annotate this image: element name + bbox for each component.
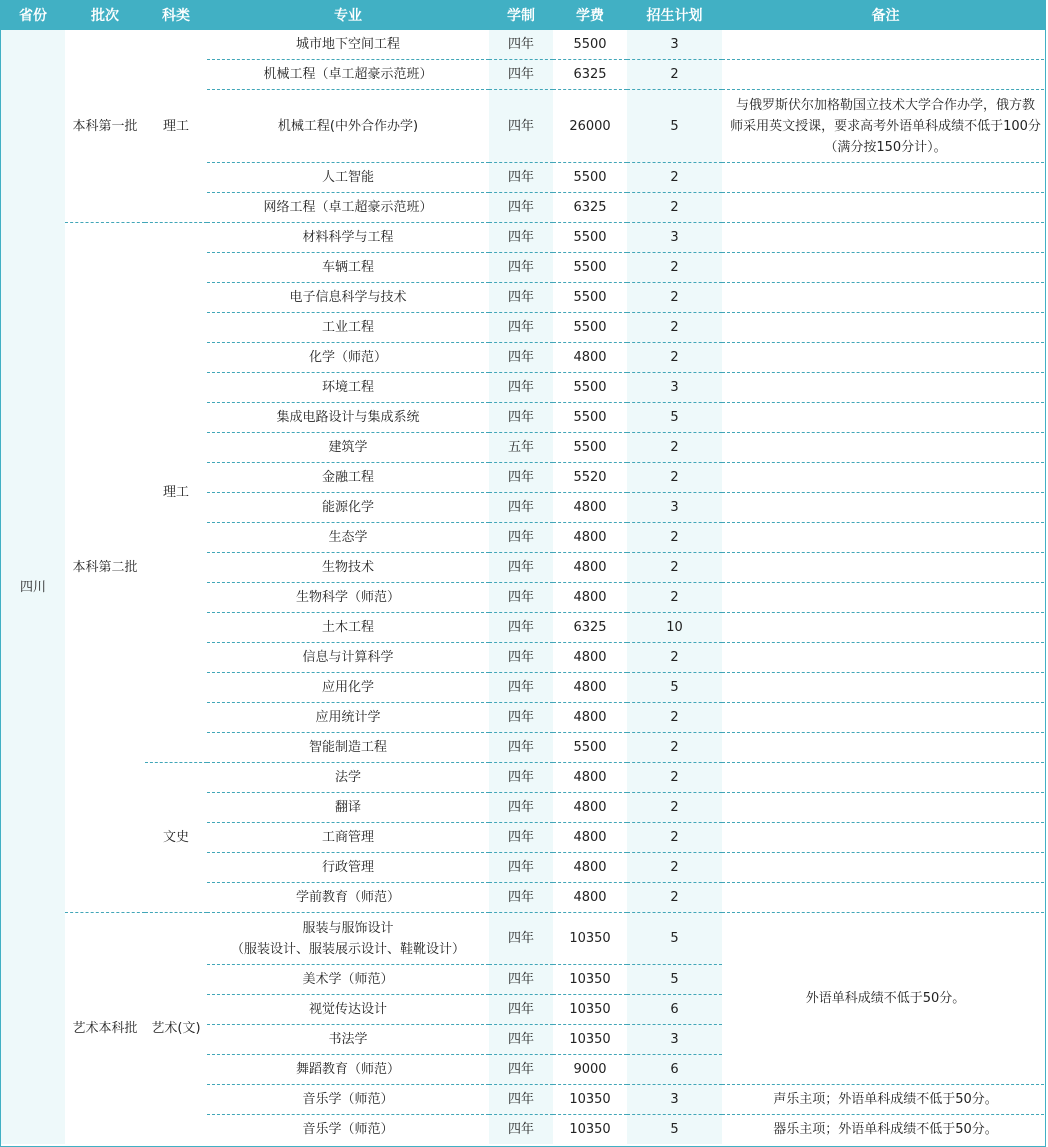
quota-cell: 2 [627, 283, 722, 313]
category-cell-science-2: 理工 [145, 223, 207, 763]
duration-cell: 四年 [489, 373, 553, 403]
major-cell: 应用统计学 [207, 703, 489, 733]
major-cell: 音乐学（师范） [302, 1122, 394, 1137]
note-cell-vocal: 声乐主项；外语单科成绩不低于50分。 [722, 1085, 1046, 1115]
quota-cell: 5 [627, 965, 722, 995]
duration-cell: 四年 [489, 193, 553, 223]
major-cell: 应用化学 [207, 673, 489, 703]
major-cell: 集成电路设计与集成系统 [207, 403, 489, 433]
tuition-cell: 10350 [569, 1122, 611, 1137]
tuition-cell: 5520 [553, 463, 627, 493]
quota-cell: 2 [627, 463, 722, 493]
major-cell: 智能制造工程 [207, 733, 489, 763]
note-cell-instrumental: 器乐主项；外语单科成绩不低于50分。 [773, 1122, 998, 1137]
note-cell [722, 853, 1046, 883]
major-cell: 土木工程 [207, 613, 489, 643]
major-cell-fashion [207, 913, 489, 965]
note-cell [722, 703, 1046, 733]
note-cell [722, 733, 1046, 763]
table-row [1, 763, 1046, 793]
quota-cell: 3 [627, 223, 722, 253]
major-name: 服装与服饰设计 [302, 920, 394, 936]
major-cell: 信息与计算科学 [207, 643, 489, 673]
tuition-cell: 5500 [553, 373, 627, 403]
batch-cell-art: 艺术本科批 [72, 1021, 138, 1036]
duration-cell: 四年 [489, 1055, 553, 1085]
quota-cell: 2 [627, 163, 722, 193]
major-cell: 生物技术 [207, 553, 489, 583]
major-cell: 能源化学 [207, 493, 489, 523]
header-category: 科类 [145, 0, 207, 30]
table-row [1, 30, 1046, 60]
note-cell-sino-russian: 与俄罗斯伏尔加格勒国立技术大学合作办学，俄方教师采用英文授课，要求高考外语单科成绩不低于100分（满分按150分计）。 [722, 90, 1046, 163]
major-cell: 化学（师范） [207, 343, 489, 373]
duration-cell: 四年 [489, 673, 553, 703]
major-cell: 人工智能 [207, 163, 489, 193]
note-cell [722, 403, 1046, 433]
tuition-cell: 4800 [553, 673, 627, 703]
duration-cell: 四年 [489, 30, 553, 60]
batch-cell-second: 本科第二批 [65, 223, 145, 913]
major-cell: 工商管理 [207, 823, 489, 853]
duration-cell: 四年 [489, 613, 553, 643]
quota-cell: 3 [627, 1085, 722, 1115]
note-cell [722, 553, 1046, 583]
tuition-cell: 4800 [553, 763, 627, 793]
tuition-cell: 4800 [553, 823, 627, 853]
quota-cell: 2 [627, 313, 722, 343]
quota-cell: 5 [627, 913, 722, 965]
tuition-cell: 6325 [553, 60, 627, 90]
note-cell-art-foreign-language: 外语单科成绩不低于50分。 [722, 913, 1046, 1085]
tuition-cell: 10350 [553, 995, 627, 1025]
quota-cell: 2 [627, 643, 722, 673]
quota-cell: 2 [627, 253, 722, 283]
tuition-cell: 5500 [553, 733, 627, 763]
header-batch: 批次 [65, 0, 145, 30]
major-cell: 机械工程（卓工超豪示范班） [207, 60, 489, 90]
duration-cell: 四年 [489, 965, 553, 995]
major-cell: 翻译 [207, 793, 489, 823]
quota-cell: 5 [627, 673, 722, 703]
major-cell: 法学 [207, 763, 489, 793]
major-cell: 工业工程 [207, 313, 489, 343]
note-cell [722, 253, 1046, 283]
province-cell: 四川 [1, 30, 65, 1144]
note-cell [722, 523, 1046, 553]
quota-cell: 2 [627, 553, 722, 583]
major-cell: 行政管理 [207, 853, 489, 883]
duration-cell: 四年 [489, 913, 553, 965]
tuition-cell: 5500 [553, 223, 627, 253]
major-cell: 城市地下空间工程 [207, 30, 489, 60]
major-cell: 音乐学（师范） [207, 1085, 489, 1115]
tuition-cell: 10350 [553, 965, 627, 995]
major-cell: 视觉传达设计 [207, 995, 489, 1025]
tuition-cell: 10350 [553, 1025, 627, 1055]
tuition-cell: 4800 [553, 853, 627, 883]
duration-cell: 四年 [489, 493, 553, 523]
tuition-cell: 4800 [553, 493, 627, 523]
note-cell [722, 223, 1046, 253]
tuition-cell: 26000 [553, 90, 627, 163]
header-major: 专业 [207, 0, 489, 30]
note-cell [722, 823, 1046, 853]
major-cell: 机械工程(中外合作办学) [207, 90, 489, 163]
quota-cell: 2 [627, 523, 722, 553]
duration-cell: 四年 [489, 343, 553, 373]
major-cell: 舞蹈教育（师范） [207, 1055, 489, 1085]
tuition-cell: 9000 [553, 1055, 627, 1085]
tuition-cell: 5500 [553, 313, 627, 343]
tuition-cell: 5500 [553, 163, 627, 193]
major-cell: 生物科学（师范） [207, 583, 489, 613]
quota-cell: 5 [627, 90, 722, 163]
duration-cell: 四年 [489, 313, 553, 343]
quota-cell: 2 [627, 883, 722, 913]
tuition-cell: 5500 [553, 433, 627, 463]
tuition-cell: 6325 [553, 613, 627, 643]
note-cell [722, 433, 1046, 463]
tuition-cell: 6325 [553, 193, 627, 223]
duration-cell: 五年 [489, 433, 553, 463]
duration-cell: 四年 [489, 553, 553, 583]
quota-cell: 2 [627, 60, 722, 90]
duration-cell: 四年 [489, 253, 553, 283]
note-cell [722, 583, 1046, 613]
quota-cell: 2 [627, 733, 722, 763]
major-cell: 环境工程 [207, 373, 489, 403]
duration-cell: 四年 [489, 853, 553, 883]
note-cell [722, 60, 1046, 90]
note-cell [722, 643, 1046, 673]
tuition-cell: 5500 [553, 30, 627, 60]
duration-cell: 四年 [489, 1115, 553, 1145]
quota-cell: 2 [627, 823, 722, 853]
duration-cell: 四年 [489, 223, 553, 253]
duration-cell: 四年 [489, 763, 553, 793]
tuition-cell: 4800 [553, 523, 627, 553]
quota-cell: 2 [627, 343, 722, 373]
quota-cell: 5 [627, 403, 722, 433]
header-quota: 招生计划 [627, 0, 722, 30]
category-cell-science-1: 理工 [145, 30, 207, 223]
major-cell: 电子信息科学与技术 [207, 283, 489, 313]
duration-cell: 四年 [489, 1085, 553, 1115]
tuition-cell: 5500 [553, 403, 627, 433]
quota-cell: 5 [627, 1115, 722, 1145]
quota-cell: 2 [627, 193, 722, 223]
quota-cell: 6 [627, 995, 722, 1025]
note-cell [722, 283, 1046, 313]
batch-cell-first: 本科第一批 [65, 30, 145, 223]
duration-cell: 四年 [489, 403, 553, 433]
tuition-cell: 4800 [553, 553, 627, 583]
note-cell [722, 613, 1046, 643]
header-duration: 学制 [489, 0, 553, 30]
quota-cell: 3 [627, 493, 722, 523]
duration-cell: 四年 [489, 733, 553, 763]
duration-cell: 四年 [489, 523, 553, 553]
quota-cell: 2 [627, 793, 722, 823]
duration-cell: 四年 [489, 163, 553, 193]
duration-cell: 四年 [489, 583, 553, 613]
major-cell: 材料科学与工程 [207, 223, 489, 253]
note-cell [722, 343, 1046, 373]
tuition-cell: 4800 [553, 343, 627, 373]
tuition-cell: 5500 [553, 253, 627, 283]
category-cell-art: 艺术(文) [151, 1021, 201, 1036]
major-subtitle: （服装设计、服装展示设计、鞋靴设计） [230, 941, 465, 957]
note-cell [722, 883, 1046, 913]
quota-cell: 6 [627, 1055, 722, 1085]
note-cell [722, 163, 1046, 193]
note-cell [722, 463, 1046, 493]
note-cell [722, 313, 1046, 343]
major-cell: 生态学 [207, 523, 489, 553]
note-cell [722, 493, 1046, 523]
note-cell [722, 673, 1046, 703]
quota-cell: 2 [627, 433, 722, 463]
quota-cell: 3 [627, 30, 722, 60]
duration-cell: 四年 [489, 643, 553, 673]
tuition-cell: 4800 [553, 793, 627, 823]
table-row [1, 223, 1046, 253]
duration-cell: 四年 [489, 90, 553, 163]
note-cell [722, 193, 1046, 223]
tuition-cell: 4800 [553, 583, 627, 613]
major-cell: 建筑学 [207, 433, 489, 463]
duration-cell: 四年 [489, 995, 553, 1025]
quota-cell: 2 [627, 583, 722, 613]
note-cell [722, 763, 1046, 793]
duration-cell: 四年 [489, 703, 553, 733]
duration-cell: 四年 [489, 793, 553, 823]
major-cell: 网络工程（卓工超豪示范班） [207, 193, 489, 223]
quota-cell: 3 [627, 373, 722, 403]
category-cell-liberal-arts: 文史 [145, 763, 207, 913]
header-row [1, 0, 1046, 30]
header-province: 省份 [1, 0, 65, 30]
duration-cell: 四年 [489, 1025, 553, 1055]
note-cell [722, 373, 1046, 403]
duration-cell: 四年 [489, 60, 553, 90]
major-cell: 车辆工程 [207, 253, 489, 283]
table-row [1, 913, 1046, 965]
duration-cell: 四年 [489, 463, 553, 493]
header-note: 备注 [722, 0, 1046, 30]
admission-plan-table [1, 0, 1046, 1144]
header-tuition: 学费 [553, 0, 627, 30]
major-cell: 书法学 [207, 1025, 489, 1055]
tuition-cell: 10350 [553, 913, 627, 965]
quota-cell: 10 [627, 613, 722, 643]
tuition-cell: 4800 [553, 643, 627, 673]
quota-cell: 2 [627, 763, 722, 793]
duration-cell: 四年 [489, 283, 553, 313]
quota-cell: 2 [627, 703, 722, 733]
major-cell: 学前教育（师范） [207, 883, 489, 913]
tuition-cell: 4800 [553, 703, 627, 733]
quota-cell: 2 [627, 853, 722, 883]
note-cell [722, 793, 1046, 823]
duration-cell: 四年 [489, 883, 553, 913]
duration-cell: 四年 [489, 823, 553, 853]
tuition-cell: 4800 [553, 883, 627, 913]
tuition-cell: 10350 [553, 1085, 627, 1115]
major-cell: 美术学（师范） [207, 965, 489, 995]
quota-cell: 3 [627, 1025, 722, 1055]
note-cell [722, 30, 1046, 60]
major-cell: 金融工程 [207, 463, 489, 493]
tuition-cell: 5500 [553, 283, 627, 313]
